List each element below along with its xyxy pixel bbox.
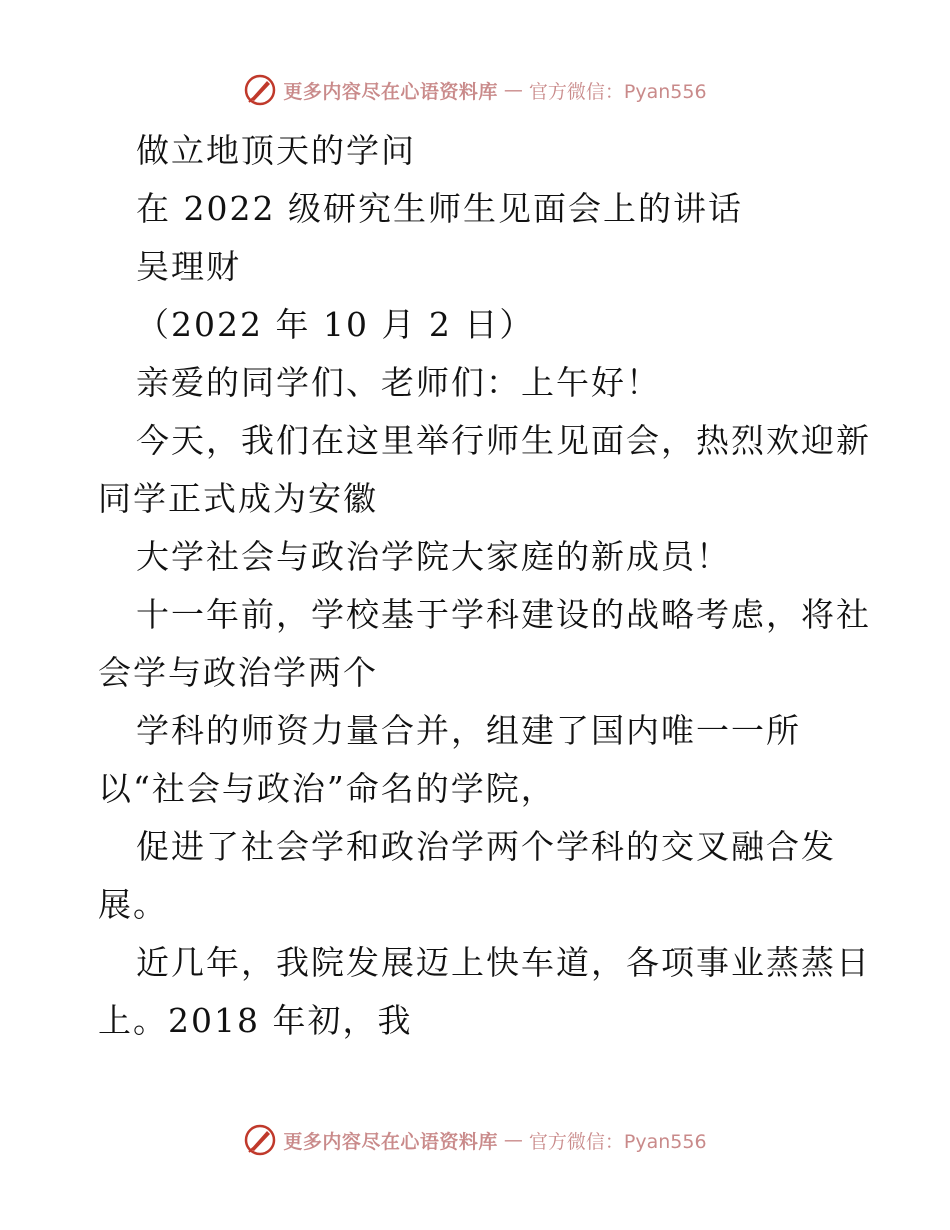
quill-pen-icon [243, 1123, 277, 1157]
watermark-brand: 更多内容尽在心语资料库 [283, 1130, 498, 1153]
text-line: 在 2022 级研究生师生见面会上的讲话 [136, 189, 743, 228]
text-line: 做立地顶天的学问 [136, 131, 416, 170]
watermark-dash: — [503, 1129, 523, 1151]
watermark-wechat: 官方微信：Pyan556 [528, 80, 707, 103]
text-line: 近几年，我院发展迈上快车道，各项事业蒸蒸日 [136, 943, 871, 982]
text-line: （2022 年 10 月 2 日） [136, 305, 535, 344]
text-line: 吴理财 [136, 247, 241, 286]
text-line: 展。 [98, 885, 168, 924]
text-line: 以“社会与政治”命名的学院， [98, 769, 556, 808]
document-body [98, 122, 878, 1050]
watermark-dash: — [503, 79, 523, 101]
footer-watermark [0, 1120, 950, 1160]
text-line: 学科的师资力量合并，组建了国内唯一一所 [136, 711, 801, 750]
text-line: 今天，我们在这里举行师生见面会，热烈欢迎新 [136, 421, 871, 460]
text-line: 上。2018 年初，我 [98, 1001, 413, 1040]
text-line: 大学社会与政治学院大家庭的新成员！ [136, 537, 731, 576]
text-line: 会学与政治学两个 [98, 653, 378, 692]
text-line: 同学正式成为安徽 [98, 479, 378, 518]
text-line: 十一年前，学校基于学科建设的战略考虑，将社 [136, 595, 871, 634]
quill-pen-icon [243, 73, 277, 107]
text-line: 亲爱的同学们、老师们：上午好！ [136, 363, 661, 402]
text-line: 促进了社会学和政治学两个学科的交叉融合发 [136, 827, 836, 866]
header-watermark [0, 70, 950, 110]
watermark-wechat: 官方微信：Pyan556 [528, 1130, 707, 1153]
watermark-brand: 更多内容尽在心语资料库 [283, 80, 498, 103]
